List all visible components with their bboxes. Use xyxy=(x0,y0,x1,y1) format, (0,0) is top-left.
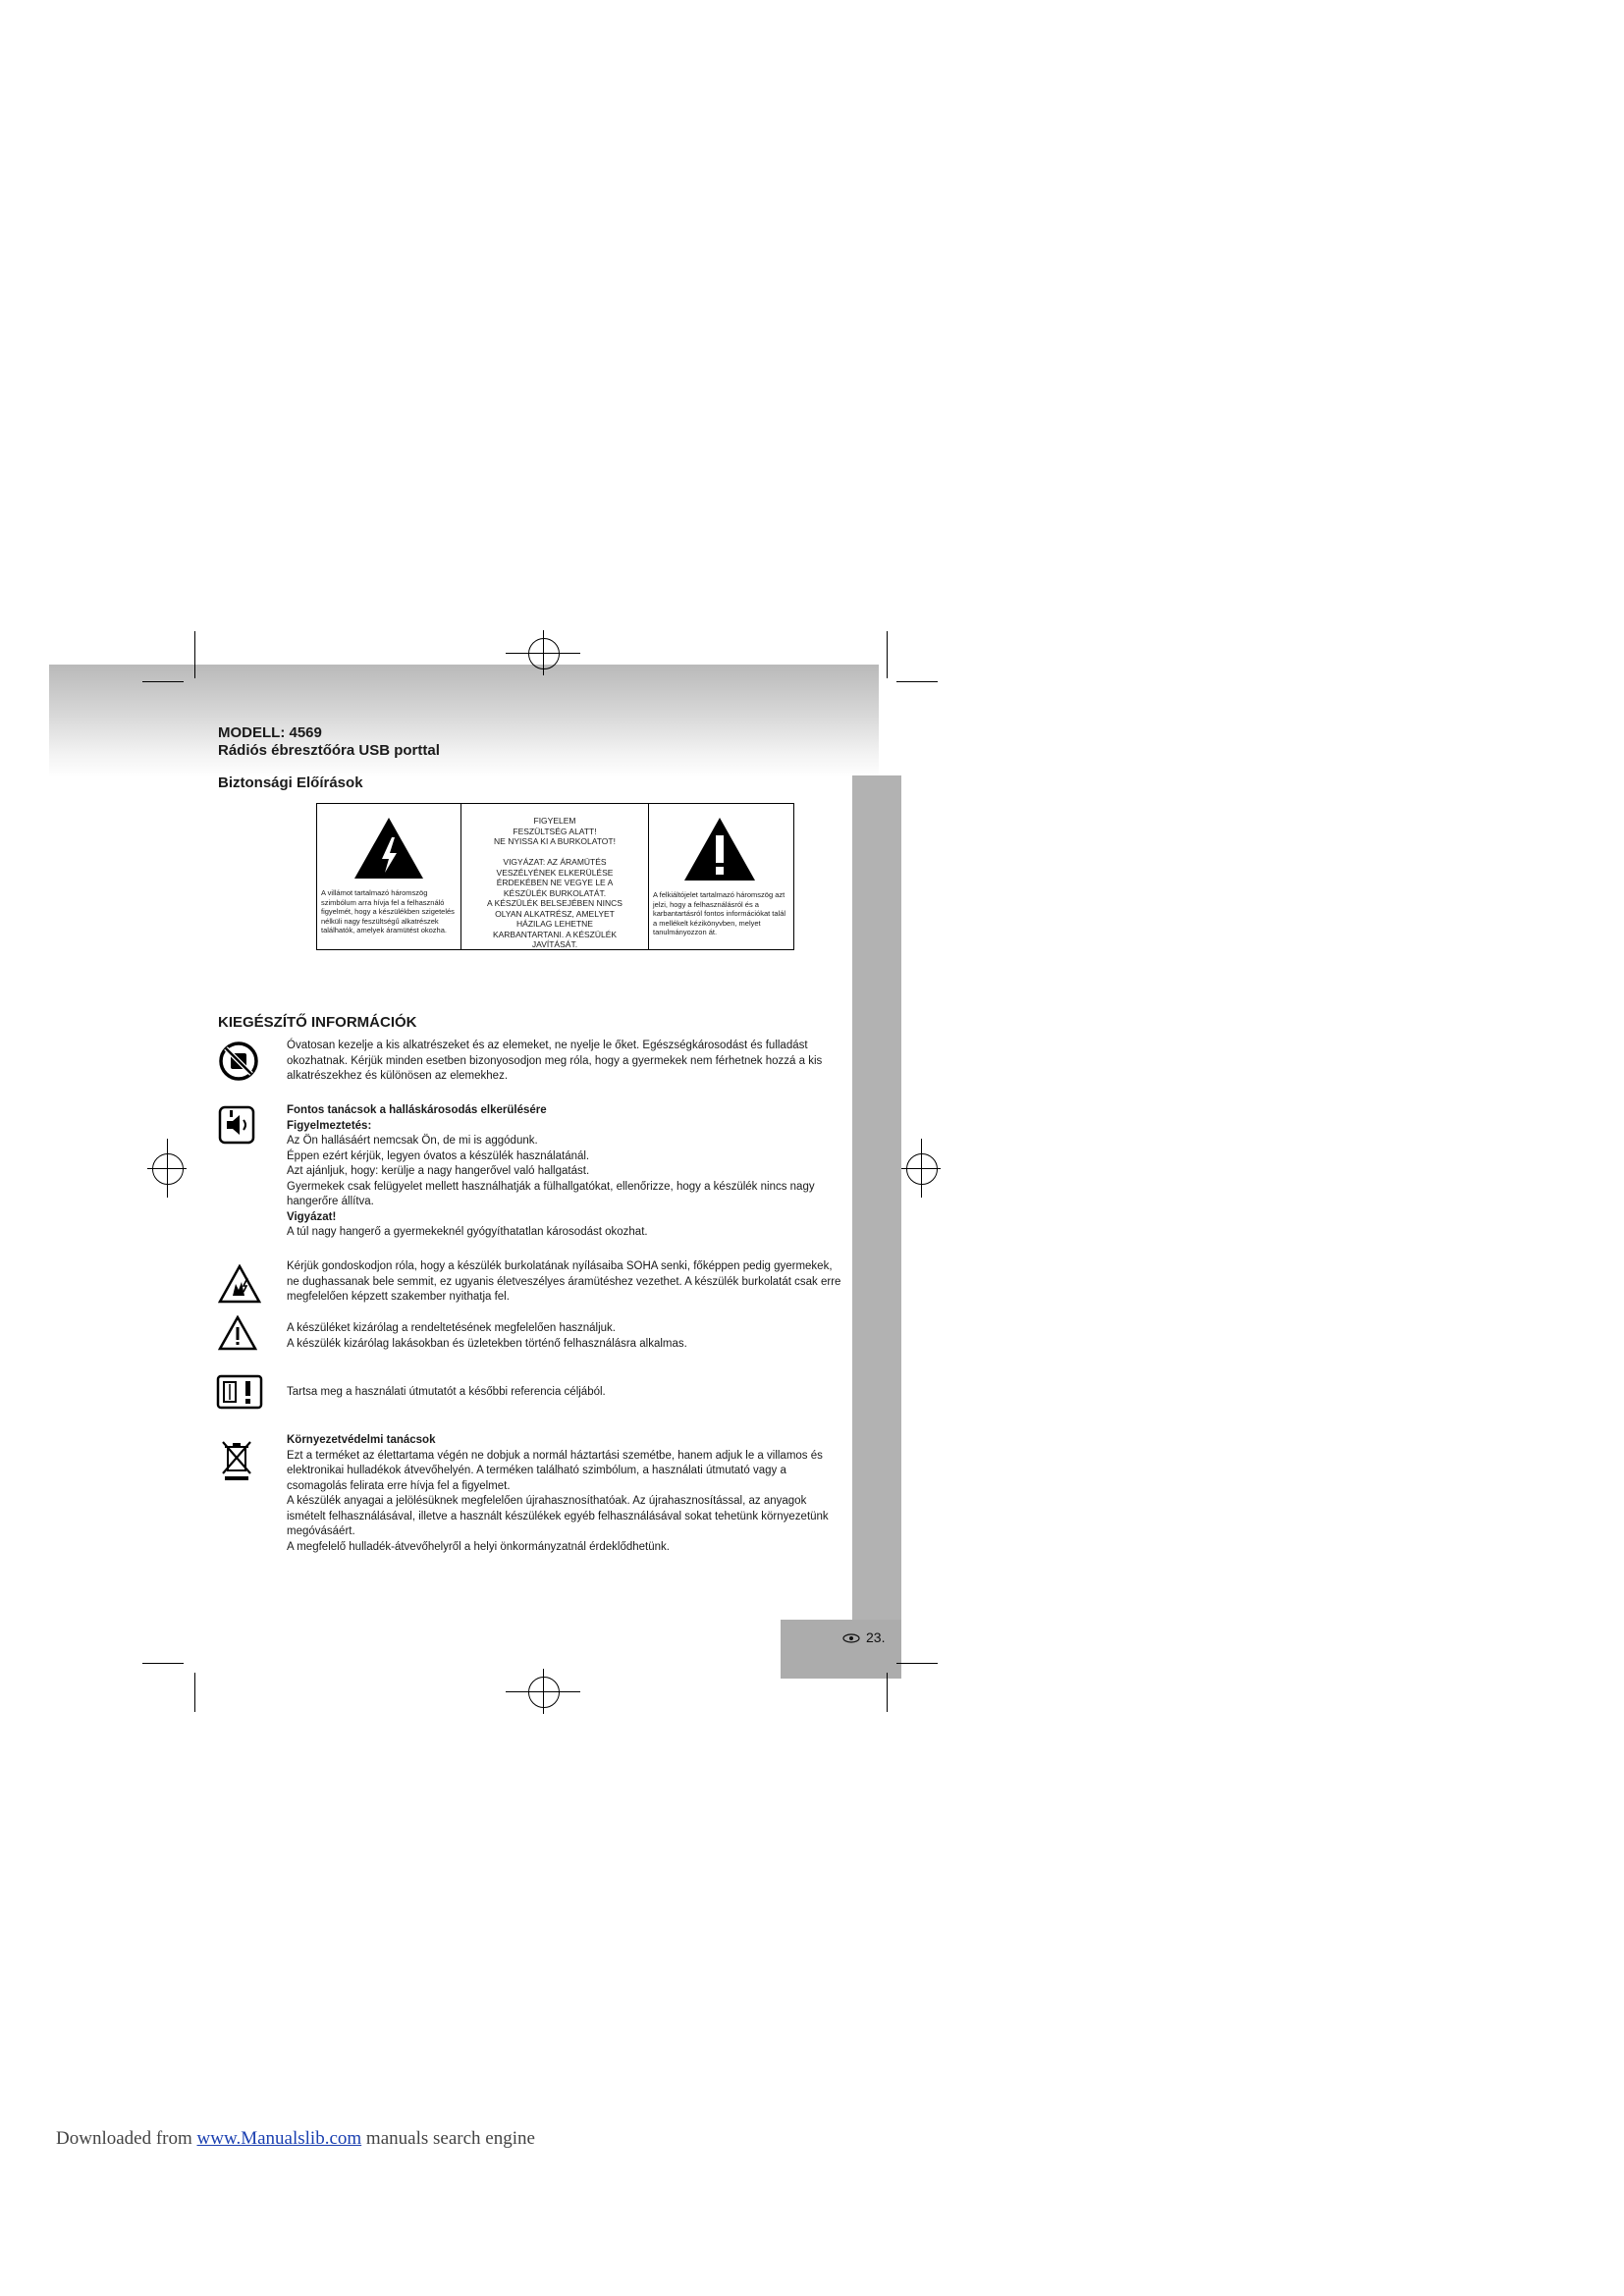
warning-middle-line: A KÉSZÜLÉK BELSEJÉBEN NINCS xyxy=(487,898,623,908)
manual-book-icon xyxy=(216,1374,263,1410)
warning-middle-line: JAVÍTÁSÁT. xyxy=(531,939,578,949)
warning-left-cell xyxy=(317,804,461,949)
hearing-section xyxy=(287,1103,846,1241)
crop-mark xyxy=(142,681,184,682)
no-children-swallow-icon xyxy=(218,1041,259,1082)
manual-paragraph: Tartsa meg a használati útmutatót a későbbi referencia céljából. xyxy=(287,1386,606,1398)
usage-section xyxy=(287,1321,846,1352)
environment-section xyxy=(287,1433,846,1555)
warning-middle-line: OLYAN ALKATRÉSZ, AMELYET xyxy=(495,908,615,919)
page-number-text: 23. xyxy=(866,1629,886,1645)
small-parts-paragraph: Óvatosan kezelje a kis alkatrészeket és az elemeket, ne nyelje le őket. Egészségkárosodást és fulladást okozhatnak. Kérjük minden esetben bizonyosodjon meg róla, hogy a gyermekek nem férhetnek hozzá a kis alkatrészekhez és különösen az elemekhez. xyxy=(287,1040,823,1082)
eye-icon xyxy=(842,1633,860,1643)
footer-prefix: Downloaded from xyxy=(56,2128,192,2149)
safety-title: Biztonsági Előírások xyxy=(218,774,363,791)
warning-middle-line: HÁZILAG LEHETNE xyxy=(516,919,593,929)
environment-line-1: Ezt a terméket az élettartama végén ne dobjuk a normál háztartási szemétbe, hanem adjuk le a villamos és xyxy=(287,1449,823,1462)
warning-middle-line xyxy=(461,847,648,858)
hearing-line-2: Éppen ezért kérjük, legyen óvatos a készülék használatánál. xyxy=(287,1149,590,1162)
hearing-line-5: A túl nagy hangerő a gyermekeknél gyógyíthatatlan károsodást okozhat. xyxy=(287,1226,648,1238)
model-heading xyxy=(218,724,440,760)
hearing-line-4: Gyermekek csak felügyelet mellett használhatják a fülhallgatókat, ellenőrizze, hogy a készülék nincs nagy hangerőre állítva. xyxy=(287,1180,815,1207)
registration-mark xyxy=(506,638,580,667)
warning-middle-line: ÉRDEKÉBEN NE VEGYE LE A xyxy=(496,878,614,887)
manualslib-link[interactable]: www.Manualslib.com xyxy=(196,2128,362,2149)
environment-line-3: A készülék anyagai a jelölésüknek megfelelően újrahasznosíthatóak. Az újrahasznosítással, az anyagok ismételt felhasználásával, illetve a használt készülékek egyéb felhasználásával sokat tehetünk környezetünk megóvásáért. xyxy=(287,1495,829,1537)
product-name: Rádiós ébresztőóra USB porttal xyxy=(218,742,440,759)
registration-mark xyxy=(506,1677,580,1706)
crop-mark xyxy=(142,1663,184,1664)
warning-left-text: A villámot tartalmazó háromszög szimbólum arra hívja fel a felhasználó figyelmét, hogy a készülékben szigetelés nélküli nagy feszültségű alkatrészek találhatók, amelyek áramütést okozha. xyxy=(321,888,455,934)
usage-line-2: A készülék kizárólag lakásokban és üzletekben történő felhasználásra alkalmas. xyxy=(287,1337,687,1350)
hearing-title: Fontos tanácsok a halláskárosodás elkerülésére xyxy=(287,1104,547,1116)
caution-triangle-icon xyxy=(218,1315,257,1351)
footer-suffix: manuals search engine xyxy=(365,2128,535,2149)
warning-middle-line: KARBANTARTANI. A KÉSZÜLÉK xyxy=(492,929,618,939)
hearing-warning-icon xyxy=(218,1105,255,1145)
crop-mark xyxy=(194,1673,195,1712)
environment-line-2: elektronikai hulladékok átvevőhelyén. A terméken található szimbólum, a használati útmutató vagy a csomagolás felirata erre hívja fel a figyelmet. xyxy=(287,1465,786,1492)
environment-title: Környezetvédelmi tanácsok xyxy=(287,1434,436,1446)
crop-mark xyxy=(887,631,888,678)
warning-middle-line: NE NYISSA KI A BURKOLATOT! xyxy=(494,836,616,846)
usage-line-1: A készüléket kizárólag a rendeltetésének megfelelően használjuk. xyxy=(287,1322,616,1334)
hearing-subtitle: Figyelmeztetés: xyxy=(287,1119,372,1132)
download-footer xyxy=(56,2128,535,2150)
crop-mark xyxy=(194,631,195,678)
warning-right-text: A felkiáltójelet tartalmazó háromszög azt jelzi, hogy a felhasználásról és a karbantartásról fontos információkat talál a mellékelt kézikönyvben, melyet tanulmányozzon át. xyxy=(653,890,786,936)
hearing-line-1: Az Ön hallásáért nemcsak Ön, de mi is aggódunk. xyxy=(287,1135,538,1147)
warning-middle-line: FESZÜLTSÉG ALATT! xyxy=(513,826,597,836)
page-number-tab xyxy=(781,1620,901,1679)
model-number: MODELL: 4569 xyxy=(218,724,322,741)
crop-mark xyxy=(896,1663,938,1664)
environment-line-4: A megfelelő hulladék-átvevőhelyről a helyi önkormányzatnál érdeklődhetünk. xyxy=(287,1540,670,1553)
warning-box xyxy=(316,803,794,950)
crop-mark xyxy=(896,681,938,682)
crop-mark xyxy=(887,1673,888,1712)
hand-shock-warning-icon xyxy=(218,1264,261,1304)
exclamation-triangle-icon xyxy=(682,816,757,882)
hearing-line-3: Azt ajánljuk, hogy: kerülje a nagy hangerővel való hallgatást. xyxy=(287,1165,590,1177)
registration-mark xyxy=(147,1139,187,1198)
warning-middle-cell xyxy=(461,804,649,949)
warning-middle-line: VIGYÁZAT: AZ ÁRAMÜTÉS xyxy=(503,857,607,867)
page-number xyxy=(842,1629,885,1645)
vigyazat-label: Vigyázat! xyxy=(287,1210,337,1223)
kieg-title: KIEGÉSZÍTŐ INFORMÁCIÓK xyxy=(218,1014,417,1031)
warning-middle-line: VESZÉLYÉNEK ELKERÜLÉSE xyxy=(496,867,614,878)
housing-paragraph: Kérjük gondoskodjon róla, hogy a készülék burkolatának nyílásaiba SOHA senki, főképpen pedig gyermekek, ne dughassanak bele semmit, ez ugyanis életveszélyes áramütéshez vezethet. A készülék burkolatát csak erre megfelelően képzett szakember nyithatja fel. xyxy=(287,1260,841,1303)
warning-middle-line: FIGYELEM xyxy=(533,816,576,826)
warning-right-cell xyxy=(649,804,793,949)
crossed-bin-icon xyxy=(220,1439,253,1482)
registration-mark xyxy=(901,1139,941,1198)
side-tab-bar xyxy=(852,775,901,1679)
warning-middle-line: KÉSZÜLÉK BURKOLATÁT. xyxy=(503,887,607,898)
lightning-triangle-icon xyxy=(352,816,425,881)
